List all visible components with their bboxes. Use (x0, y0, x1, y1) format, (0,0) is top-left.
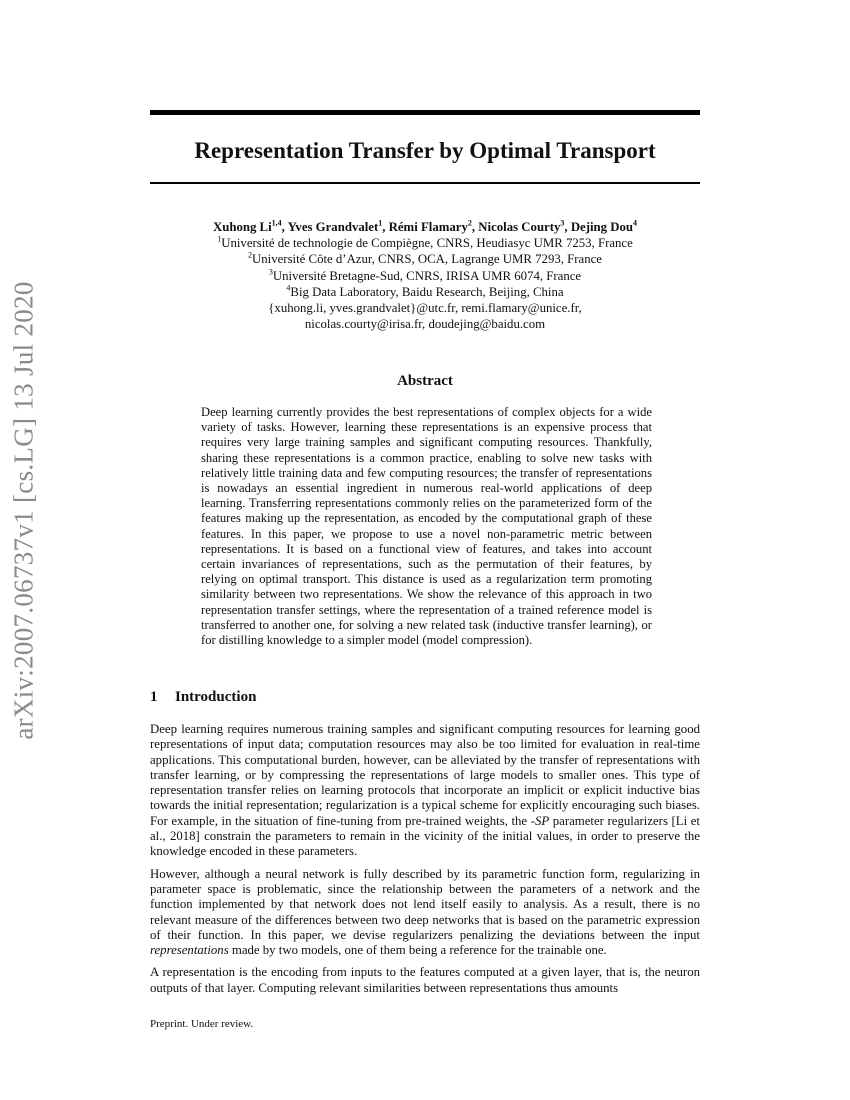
affiliation (150, 251, 700, 267)
author-affil-mark: 1 (378, 218, 383, 228)
author-name: Rémi Flamary (388, 220, 468, 234)
affiliation-mark: 3 (268, 267, 273, 277)
paragraph: A representation is the encoding from inputs to the features computed at a given layer, that is, the neuron outputs of that layer. Computing relevant similarities between representations thus amounts (150, 965, 700, 995)
affiliation-mark: 4 (286, 283, 291, 293)
paragraph-text: Deep learning requires numerous training samples and significant computing resources for learning good representations of input data; computation resources may also be too limited for evaluation in real-time applications. This computational burden, however, can be alleviated by the transfer of representations with transfer learning, or by compressing the representations of large models to smaller ones. This type of representation transfer relies on learning protocols that incorporate an implicit or explicit inductive bias towards the initial representation; regularization is a typical scheme for explicitly encouraging such biases. For example, in the situation of fine-tuning from pre-trained weights, the (150, 722, 700, 828)
affiliation-text: Big Data Laboratory, Baidu Research, Beijing, China (290, 284, 564, 299)
affiliation-text: Université Côte d’Azur, CNRS, OCA, Lagrange UMR 7293, France (252, 252, 602, 267)
email-line: {xuhong.li, yves.grandvalet}@utc.fr, remi.flamary@unice.fr, (268, 301, 582, 316)
author-affil-mark: 1,4 (271, 218, 282, 228)
title-rule-top (150, 110, 700, 115)
author-name: Xuhong Li (212, 220, 272, 234)
paragraph-text: parameter regularizers [Li et al., 2018] constrain the parameters to remain in the vicinity of the initial values, in order to preserve the knowledge encoded in these parameters. (150, 813, 700, 859)
affiliation (150, 284, 700, 300)
paragraph-emphasis: -SP (530, 813, 550, 828)
author-name: Nicolas Courty (478, 220, 561, 234)
author-block (150, 219, 700, 332)
arxiv-identifier-text: arXiv:2007.06737v1 [cs.LG] 13 Jul 2020 (8, 280, 39, 740)
footer-note: Preprint. Under review. (150, 1018, 254, 1030)
abstract-heading: Abstract (397, 373, 453, 389)
paragraph-text: made by two models, one of them being a reference for the trainable one. (228, 943, 607, 958)
title-rule-bottom (150, 182, 700, 184)
affiliation-mark: 1 (217, 234, 222, 244)
paper-title: Representation Transfer by Optimal Transport (194, 138, 656, 163)
email-line: nicolas.courty@irisa.fr, doudejing@baidu.com (304, 317, 546, 332)
paragraph-text: However, although a neural network is fully described by its parametric function form, regularizing in parameter space is problematic, since the relationship between the parameters of a network and the function implemented by that network does not lend itself easily to analysis. As a result, there is no relevant measure of the differences between two deep networks that is based on the parametric expression of their function. In this paper, we devise regularizers penalizing the deviations between the input (150, 866, 700, 942)
author-name: Yves Grandvalet (287, 220, 379, 234)
paragraph-emphasis: representations (150, 943, 229, 958)
author-names: Xuhong Li$^{1,4}$, Yves Grandvalet$^1$, Rémi Flamary$^2$, Nicolas Courty$^3$, Dejing Dou$^4$ (212, 218, 638, 234)
section-title: Introduction (175, 689, 257, 705)
affiliation (150, 268, 700, 284)
affiliation-text: Université de technologie de Compiègne, CNRS, Heudiasyc UMR 7253, France (221, 236, 633, 251)
author-affil-mark: 4 (633, 218, 638, 228)
affiliation-mark: 2 (248, 251, 253, 261)
section-heading (150, 686, 700, 708)
author-affil-mark: 3 (560, 218, 565, 228)
affiliation (150, 235, 700, 251)
section-number: 1 (150, 689, 158, 705)
paragraph (150, 722, 700, 860)
author-affil-mark: 2 (467, 218, 472, 228)
paragraph (150, 867, 700, 959)
affiliation-text: Université Bretagne-Sud, CNRS, IRISA UMR 6074, France (272, 268, 582, 283)
arxiv-identifier (4, 270, 44, 750)
abstract-text: Deep learning currently provides the best representations of complex objects for a wide variety of tasks. However, learning these representations is an expensive process that requires very large training samples and significant computing resources. Thankfully, sharing these representations is a common practice, enabling to solve new tasks with relatively little training data and few computing resources; the transfer of representations is nowadays an essential ingredient in numerous real-world applications of deep learning. Transferring representations commonly relies on the parameterized form of the features making up the representation, as encoded by the computational graph of these features. In this paper, we propose to use a novel non-parametric metric between representations. It is based on a functional view of features, and takes into account certain invariances of representations, such as the permutation of their features, by relying on optimal transport. This distance is used as a regularization term promoting similarity between two representations. We show the relevance of this approach in two representation transfer settings, where the representation of a trained reference model is transferred to another one, for solving a new related task (inductive transfer learning), or for distilling knowledge to a simpler model (model compression). (201, 405, 652, 648)
author-name: Dejing Dou (570, 220, 634, 234)
intro-body (150, 722, 700, 1003)
